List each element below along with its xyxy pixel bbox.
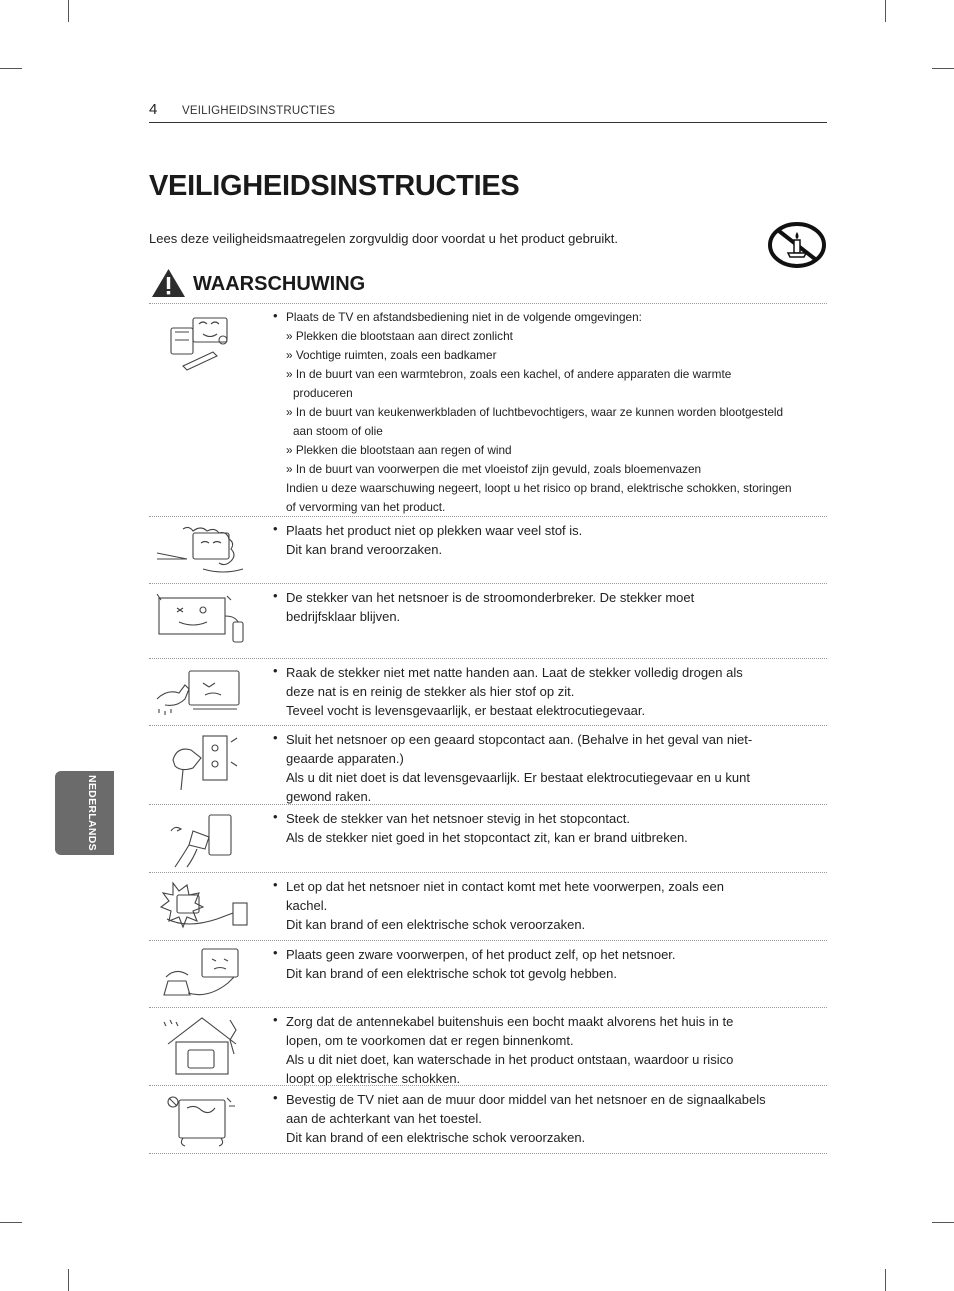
item-line: Dit kan brand of een elektrische schok tot gevolg hebben. (286, 966, 617, 981)
item-line: lopen, om te voorkomen dat er regen binnenkomt. (286, 1033, 574, 1048)
item-line: Zorg dat de antennekabel buitenshuis een bocht maakt alvorens het huis in te (286, 1014, 734, 1029)
item-line: Dit kan brand veroorzaken. (286, 542, 443, 557)
wet-hands-plug-illustration (149, 659, 257, 725)
warning-item: • Plaats geen zware voorwerpen, of het product zelf, op het netsnoer. Dit kan brand of een elektrische schok tot gevolg hebben. (149, 940, 827, 1007)
item-line: bedrijfsklaar blijven. (286, 609, 401, 624)
warning-item: • De stekker van het netsnoer is de stroomonderbreker. De stekker moet bedrijfsklaar blijven. (149, 583, 827, 658)
grounded-outlet-illustration (149, 726, 257, 804)
item-line: Dit kan brand of een elektrische schok veroorzaken. (286, 1130, 586, 1145)
plug-insert-illustration (149, 805, 257, 872)
heavy-object-cord-illustration (149, 941, 257, 1007)
item-line: » Vochtige ruimten, zoals een badkamer (286, 348, 497, 362)
item-line: Let op dat het netsnoer niet in contact komt met hete voorwerpen, zoals een (286, 879, 724, 894)
warning-item: • Zorg dat de antennekabel buitenshuis een bocht maakt alvorens het huis in te lopen, om te voorkomen dat er regen binnenkomt. Als u dit niet doet, kan waterschade in het product ontstaan, waardoor u risico loopt op elektrische schokken. (149, 1007, 827, 1085)
crop-mark (0, 1222, 22, 1223)
item-line: Plaats het product niet op plekken waar veel stof is. (286, 523, 583, 538)
item-line: » Plekken die blootstaan aan direct zonlicht (286, 329, 513, 343)
item-line: kachel. (286, 898, 328, 913)
item-line: Plaats de TV en afstandsbediening niet in de volgende omgevingen: (286, 310, 642, 324)
item-line: geaarde apparaten.) (286, 751, 404, 766)
item-line: Dit kan brand of een elektrische schok veroorzaken. (286, 917, 586, 932)
language-label: NEDERLANDS (86, 775, 98, 851)
crop-mark (932, 68, 954, 69)
item-line: Plaats geen zware voorwerpen, of het product zelf, op het netsnoer. (286, 947, 676, 962)
tv-environment-illustration (149, 304, 257, 516)
warning-item: • Plaats het product niet op plekken waar veel stof is. Dit kan brand veroorzaken. (149, 516, 827, 583)
warning-item: • Sluit het netsnoer op een geaard stopcontact aan. (Behalve in het geval van niet- geaarde apparaten.) Als u dit niet doet is dat levensgevaarlijk. Er bestaat elektrocutiegevaar en u kunt gewond raken. (149, 725, 827, 804)
item-line: of vervorming van het product. (286, 500, 446, 514)
page-title: VEILIGHEIDSINSTRUCTIES (149, 170, 520, 202)
crop-mark (885, 0, 886, 22)
item-line: Als de stekker niet goed in het stopcontact zit, kan er brand uitbreken. (286, 830, 688, 845)
warning-list (149, 303, 827, 1154)
item-line: » In de buurt van keukenwerkbladen of luchtbevochtigers, waar ze kunnen worden blootgesteld (286, 405, 784, 419)
plug-tv-illustration (149, 584, 257, 658)
warning-triangle-icon (151, 268, 186, 298)
section-label: VEILIGHEIDSINSTRUCTIES (182, 105, 336, 117)
item-line: Als u dit niet doet, kan waterschade in het product ontstaan, waardoor u risico (286, 1052, 734, 1067)
no-candle-icon (768, 222, 826, 268)
item-line: » Plekken die blootstaan aan regen of wind (286, 443, 512, 457)
crop-mark (932, 1222, 954, 1223)
item-line: Raak de stekker niet met natte handen aan. Laat de stekker volledig drogen als (286, 665, 743, 680)
dusty-tv-illustration (149, 517, 257, 583)
warning-item: • Plaats de TV en afstandsbediening niet in de volgende omgevingen: » Plekken die blootstaan aan direct zonlicht » Vochtige ruimten, zoals een badkamer » In de buurt van een warmtebron, zoals een kachel, of andere apparaten die warmte produceren » In de buurt van keukenwerkbladen of luchtbevochtigers, waar ze kunnen worden blootgesteld aan stoom of olie » Plekken die blootstaan aan regen of wind » In de buurt van voorwerpen die met vloeistof zijn gevuld, zoals bloemenvazen Indien u deze waarschuwing negeert, loopt u het risico op brand, elektrische schokken, storingen of vervorming van het product. (149, 303, 827, 516)
item-line: Als u dit niet doet is dat levensgevaarlijk. Er bestaat elektrocutiegevaar en u kunt (286, 770, 750, 785)
page-number: 4 (149, 101, 158, 118)
item-line: deze nat is en reinig de stekker als hier stof op zit. (286, 684, 575, 699)
item-line: Teveel vocht is levensgevaarlijk, er bestaat elektrocutiegevaar. (286, 703, 646, 718)
crop-mark (68, 0, 69, 22)
crop-mark (0, 68, 22, 69)
warning-item: • Steek de stekker van het netsnoer stevig in het stopcontact. Als de stekker niet goed in het stopcontact zit, kan er brand uitbreken. (149, 804, 827, 872)
item-line: gewond raken. (286, 789, 372, 804)
item-line: » In de buurt van voorwerpen die met vloeistof zijn gevuld, zoals bloemenvazen (286, 462, 702, 476)
warning-item: • Bevestig de TV niet aan de muur door middel van het netsnoer en de signaalkabels aan de achterkant van het toestel. Dit kan brand of een elektrische schok veroorzaken. (149, 1085, 827, 1154)
item-line: loopt op elektrische schokken. (286, 1071, 461, 1086)
warning-label: WAARSCHUWING (193, 273, 366, 295)
warning-item: • Raak de stekker niet met natte handen aan. Laat de stekker volledig drogen als deze nat is en reinig de stekker als hier stof op zit. Teveel vocht is levensgevaarlijk, er bestaat elektrocutiegevaar. (149, 658, 827, 725)
warning-item: • Let op dat het netsnoer niet in contact komt met hete voorwerpen, zoals een kachel. Dit kan brand of een elektrische schok veroorzaken. (149, 872, 827, 940)
crop-mark (885, 1269, 886, 1291)
item-line: aan stoom of olie (293, 424, 383, 438)
language-side-tab (55, 771, 114, 855)
item-line: De stekker van het netsnoer is de stroomonderbreker. De stekker moet (286, 590, 695, 605)
hot-heater-cord-illustration (149, 873, 257, 940)
tv-wall-cable-illustration (149, 1086, 257, 1153)
item-line: » In de buurt van een warmtebron, zoals een kachel, of andere apparaten die warmte (286, 367, 732, 381)
item-line: aan de achterkant van het toestel. (286, 1111, 482, 1126)
item-line: produceren (293, 386, 353, 400)
antenna-cable-house-illustration (149, 1008, 257, 1085)
item-line: Sluit het netsnoer op een geaard stopcontact aan. (Behalve in het geval van niet- (286, 732, 753, 747)
intro-text: Lees deze veiligheidsmaatregelen zorgvuldig door voordat u het product gebruikt. (149, 231, 619, 246)
item-line: Steek de stekker van het netsnoer stevig in het stopcontact. (286, 811, 630, 826)
crop-mark (68, 1269, 69, 1291)
page-header (149, 101, 827, 123)
item-line: Bevestig de TV niet aan de muur door middel van het netsnoer en de signaalkabels (286, 1092, 766, 1107)
item-line: Indien u deze waarschuwing negeert, loopt u het risico op brand, elektrische schokken, storingen (286, 481, 792, 495)
